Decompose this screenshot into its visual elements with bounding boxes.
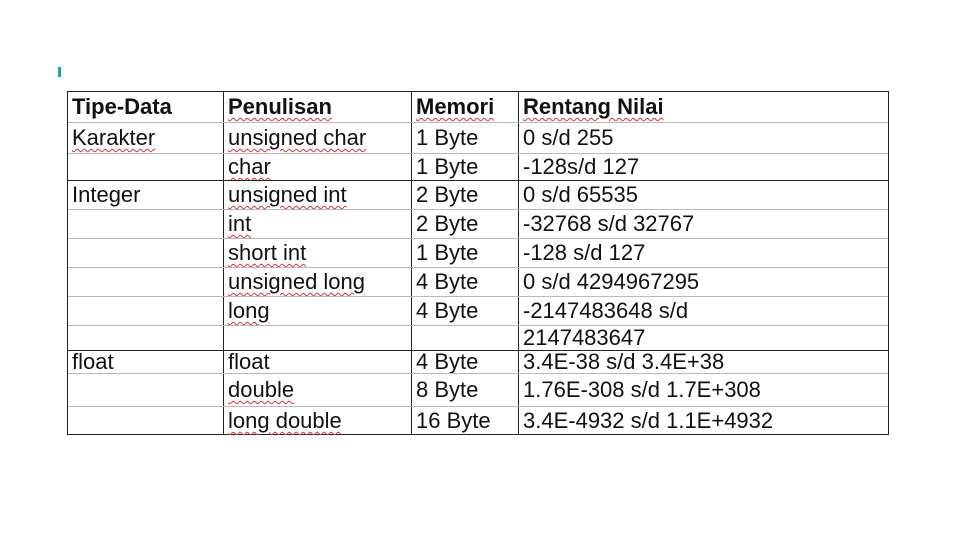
cell-memori: 1 Byte	[411, 154, 518, 180]
cell-rentang: 0 s/d 65535	[518, 181, 888, 209]
cell-tipe	[68, 210, 223, 238]
cell-rentang: 3.4E-38 s/d 3.4E+38	[518, 351, 888, 373]
table-row	[68, 297, 888, 325]
cell-penulisan: int	[223, 210, 411, 238]
cell-memori: 2 Byte	[411, 210, 518, 238]
table-row	[68, 351, 888, 373]
cell-rentang: 2147483647	[518, 326, 888, 350]
cell-penulisan: double	[223, 374, 411, 406]
cell-tipe: float	[72, 351, 114, 373]
cell-tipe	[68, 268, 223, 296]
table-header-row	[68, 92, 888, 122]
table-row	[68, 268, 888, 296]
cell-rentang: -128s/d 127	[518, 154, 888, 180]
table-row	[68, 239, 888, 267]
cell-penulisan: long	[223, 297, 411, 325]
cell-rentang: -128 s/d 127	[518, 239, 888, 267]
table-row	[68, 374, 888, 406]
cell-rentang: -2147483648 s/d	[518, 297, 888, 325]
cell-penulisan	[223, 326, 411, 350]
table-row	[68, 326, 888, 350]
table-row	[68, 123, 888, 153]
header-penulisan: Penulisan	[223, 92, 411, 122]
cell-rentang: -32768 s/d 32767	[518, 210, 888, 238]
cell-memori: 4 Byte	[411, 297, 518, 325]
table-row	[68, 154, 888, 180]
data-type-table	[67, 91, 889, 435]
cell-tipe	[68, 239, 223, 267]
cell-penulisan: unsigned long	[223, 268, 411, 296]
cell-tipe	[68, 407, 223, 435]
table-row	[68, 210, 888, 238]
cell-memori: 1 Byte	[411, 239, 518, 267]
cell-penulisan: long double	[223, 407, 411, 435]
cell-memori: 2 Byte	[411, 181, 518, 209]
cell-tipe	[68, 297, 223, 325]
table-row	[68, 181, 888, 209]
cell-tipe: Karakter	[72, 125, 156, 150]
cell-rentang: 0 s/d 255	[518, 123, 888, 153]
cell-tipe	[68, 154, 223, 180]
cell-penulisan: unsigned int	[223, 181, 411, 209]
cell-rentang: 0 s/d 4294967295	[518, 268, 888, 296]
cell-memori: 4 Byte	[411, 268, 518, 296]
cell-tipe	[68, 374, 223, 406]
cell-penulisan: unsigned char	[223, 123, 411, 153]
cell-tipe	[68, 326, 223, 350]
cell-memori: 4 Byte	[411, 351, 518, 373]
cell-penulisan: short int	[223, 239, 411, 267]
cell-memori	[411, 326, 518, 350]
cell-rentang: 3.4E-4932 s/d 1.1E+4932	[518, 407, 888, 435]
cell-memori: 16 Byte	[411, 407, 518, 435]
cell-memori: 8 Byte	[411, 374, 518, 406]
table-row	[68, 407, 888, 435]
cell-memori: 1 Byte	[411, 123, 518, 153]
header-tipe-data: Tipe-Data	[72, 94, 172, 119]
cell-rentang: 1.76E-308 s/d 1.7E+308	[518, 374, 888, 406]
cell-penulisan: float	[223, 351, 411, 373]
cell-tipe: Integer	[72, 182, 141, 207]
header-rentang-nilai: Rentang Nilai	[518, 92, 888, 122]
header-memori: Memori	[411, 92, 518, 122]
cell-penulisan: char	[223, 154, 411, 180]
slide-bullet-marker	[58, 67, 61, 77]
